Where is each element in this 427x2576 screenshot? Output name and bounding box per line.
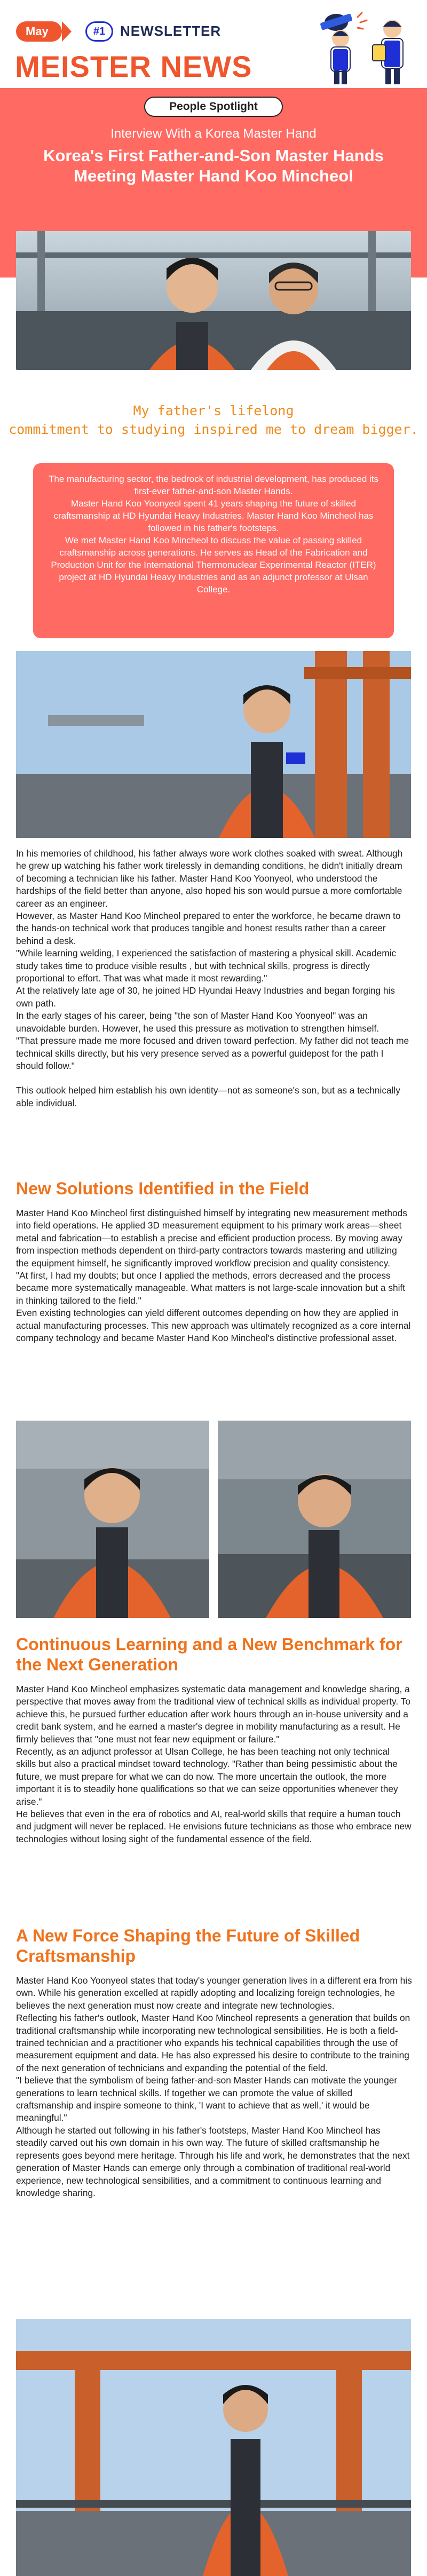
intro-summary-box — [33, 463, 394, 638]
article-title: Korea's First Father-and-Son Master Hands Meeting Master Hand Koo Mincheol — [43, 146, 384, 185]
newsletter-label: NEWSLETTER — [120, 23, 222, 39]
section-heading-continuous-learning: Continuous Learning and a New Benchmark for the Next Generation — [16, 1635, 402, 1674]
section-heading-new-solutions: New Solutions Identified in the Field — [16, 1179, 310, 1198]
body-paragraph: "I believe that the symbolism of being father-and-son Master Hands can motivate the younger generations to learn technical skills. If together we can promote the value of skilled craftsmanship and inspire someone to think, 'I want to achieve that as well,' it would be meaningful." — [16, 2075, 398, 2123]
body-paragraph: This outlook helped him establish his own identity—not as someone's son, but as a technically able individual. — [16, 1085, 400, 1108]
portrait-photo-smiling — [16, 1421, 209, 1618]
body-paragraph: Reflecting his father's outlook, Master Hand Koo Mincheol represents a generation that builds on traditional craftsmanship while incorporating new technological sensibilities. He is both a field-trained technician and a practitioner who expands his technical capabilities through the use of measurement equipment and data. He has also expressed his desire to contribute to the training of the next generation of technicians and expanding the potential of the field. — [16, 2012, 410, 2073]
body-paragraph: Recently, as an adjunct professor at Ulsan College, he has been teaching not only technical skills but also a practical mindset toward technology. "Rather than being pessimistic about the future, we must prepare for what we can do now. The more uncertain the outlook, the more important it is to steadily hone qualifications so that we can seize opportunities whenever they arise." — [16, 1746, 398, 1807]
body-paragraph: "That pressure made me more focused and driven toward perfection. My father did not teach me technical skills directly, but his very presence served as a powerful guidepost for the path I should follow." — [16, 1035, 409, 1071]
body-paragraph: He believes that even in the era of robotics and AI, real-world skills that require a human touch and judgment will never be replaced. He envisions future technicians as those who embrace new technologies without losing sight of the fundamental essence of the field. — [16, 1809, 412, 1844]
body-paragraph: In his memories of childhood, his father always wore work clothes soaked with sweat. Although he grew up watching his father work tirelessly in demanding conditions, he didn't initially dream of becoming a technician like his father. Master Hand Koo Yoonyeol, who understood the hardships of the field better than anyone, also hoped his son would pursue a more comfortable career as an engineer. — [16, 848, 403, 909]
article-body-section4 — [16, 1975, 412, 2199]
body-paragraph: Master Hand Koo Mincheol first distinguished himself by integrating new measurement methods into field operations. He applied 3D measurement equipment to his primary work areas—sheet metal and fabrication—to establish a precise and efficient production process. By moving away from inspection methods dependent on third-party contractors towards mastering and utilizing the equipment himself, he significantly improved workflow precision and quality consistency. — [16, 1208, 407, 1269]
body-paragraph: "At first, I had my doubts; but once I applied the methods, errors decreased and the process became more systematically manageable. What matters is not large-scale innovation but a shift in thinking tailored to the field." — [16, 1270, 406, 1306]
pull-quote-line-2: commitment to studying inspired me to dream bigger. — [9, 422, 418, 437]
body-paragraph: However, as Master Hand Koo Mincheol prepared to enter the workforce, he became drawn to the hands-on technical work that produces tangible and honest results rather than a career behind a desk. — [16, 910, 401, 946]
newsletter-title: MEISTER NEWS — [15, 50, 252, 83]
section-heading-new-force: A New Force Shaping the Future of Skilled Craftsmanship — [16, 1926, 360, 1965]
portrait-photo-shipyard — [16, 651, 411, 838]
interview-subtitle: Interview With a Korea Master Hand — [110, 126, 317, 141]
body-paragraph: At the relatively late age of 30, he joined HD Hyundai Heavy Industries and began forging his own path. — [16, 985, 395, 1009]
body-paragraph: In the early stages of his career, being "the son of Master Hand Koo Yoonyeol" was an unavoidable burden. However, he used this pressure as motivation to strengthen himself. — [16, 1010, 379, 1034]
pull-quote-line-1: My father's lifelong — [133, 403, 294, 418]
portrait-photo-side-view — [218, 1421, 411, 1618]
issue-badge: #1 — [85, 21, 113, 42]
article-body-section3 — [16, 1683, 412, 1845]
body-paragraph: Even existing technologies can yield different outcomes depending on how they are applied in actual manufacturing processes. This new approach was ultimately recognized as a core internal company technology and became Master Hand Koo Mincheol's distinctive professional asset. — [16, 1307, 411, 1344]
people-spotlight-badge: People Spotlight — [144, 97, 283, 117]
article-body-part1 — [16, 847, 412, 1109]
closing-photo-shipyard-crane — [16, 2319, 411, 2576]
masthead — [0, 0, 427, 88]
body-paragraph: "While learning welding, I experienced the satisfaction of mastering a physical skill. Academic study takes time to produce visible results , but with technical skills, progress is directly proportional to effort. That was what made it most rewarding." — [16, 948, 397, 984]
month-badge: May — [16, 21, 62, 42]
month-arrow — [62, 21, 72, 42]
body-paragraph: Master Hand Koo Mincheol emphasizes systematic data management and knowledge sharing, a perspective that moves away from the traditional view of technical skills as individual property. To achieve this, he pursued further education after work hours through an in-house university and a credit bank system, and he earned a master's degree in mobility manufacturing as a result. He firmly believes that "one must not fear new equipment or failure." — [16, 1684, 410, 1745]
body-paragraph: Although he started out following in his father's footsteps, Master Hand Koo Mincheol has steadily carved out his own domain in his own way. The future of skilled craftsmanship he represents goes beyond mere heritage. Through his life and work, he demonstrates that the next generation of Master Hands can emerge only through a combination of traditional real-world experience, new technological sensibilities, and a commitment to continuous learning and knowledge sharing. — [16, 2125, 410, 2198]
intro-paragraph: The manufacturing sector, the bedrock of industrial development, has produced its first-ever father-and-son Master Hands. — [48, 474, 379, 496]
hero-photo-father-and-son — [16, 231, 411, 370]
article-body-section2 — [16, 1207, 412, 1344]
body-paragraph: Master Hand Koo Yoonyeol states that today's younger generation lives in a different era from his own. While his generation excelled at rapidly adopting and localizing foreign technologies, he believes the next generation must now create and integrate new technologies. — [16, 1975, 412, 2011]
mascot-with-telescope-icon — [299, 6, 416, 86]
intro-paragraph: We met Master Hand Koo Mincheol to discuss the value of passing skilled craftsmanship across generations. He serves as Head of the Fabrication and Production Unit for the International Thermonuclear Experimental Reactor (ITER) project at HD Hyundai Heavy Industries and as an adjunct professor at Ulsan College. — [51, 535, 376, 595]
intro-paragraph: Master Hand Koo Yoonyeol spent 41 years shaping the future of skilled craftsmanship at HD Hyundai Heavy Industries. Master Hand Koo Mincheol has followed in his father's footsteps. — [53, 498, 374, 533]
